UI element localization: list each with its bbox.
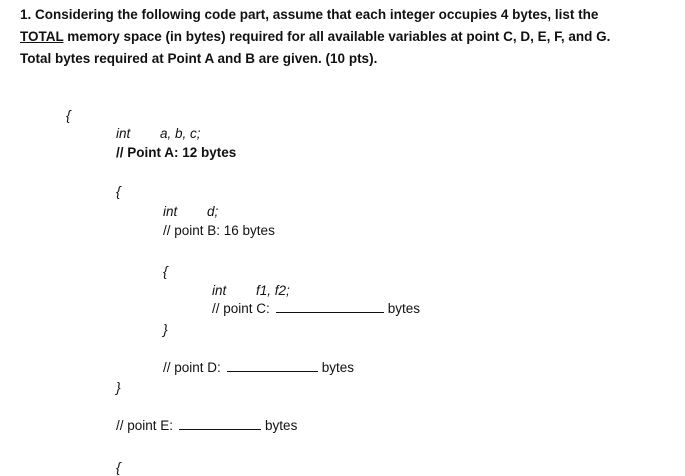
- decl-d: [163, 203, 218, 221]
- point-d-bytes: bytes: [321, 360, 355, 375]
- question-line-1: 1. Considering the following code part, assume that each integer occupies 4 bytes, list the: [20, 7, 599, 22]
- int-keyword: int: [163, 204, 178, 219]
- decl-f1-f2: [212, 282, 290, 300]
- point-c-bytes: bytes: [387, 301, 421, 316]
- point-c-blank[interactable]: [276, 311, 384, 313]
- decl-a-b-c: [116, 125, 201, 143]
- question-line-2: [20, 26, 670, 48]
- int-keyword: int: [116, 126, 131, 141]
- block-c-brace-open: {: [163, 263, 168, 279]
- underlined-total: TOTAL: [20, 29, 64, 44]
- block-f-brace-open: {: [116, 459, 121, 475]
- comment-point-e: [116, 417, 297, 435]
- question-line-3: Total bytes required at Point A and B are given. (10 pts).: [20, 51, 378, 66]
- comment-point-a: // Point A: 12 bytes: [116, 145, 237, 160]
- point-e-blank[interactable]: [179, 428, 261, 430]
- block-b-brace-open: {: [116, 183, 121, 199]
- question-text: [20, 4, 670, 70]
- point-c-label: // point C:: [212, 301, 270, 316]
- point-e-label: // point E:: [116, 418, 174, 433]
- int-keyword: int: [212, 283, 227, 298]
- point-e-bytes: bytes: [265, 418, 298, 433]
- comment-point-c: [212, 300, 420, 318]
- comment-point-b: // point B: 16 bytes: [163, 223, 275, 238]
- vars-d: d;: [207, 204, 219, 219]
- question-line-2-rest: memory space (in bytes) required for all available variables at point C, D, E, F, and G.: [63, 29, 611, 44]
- block-b-brace-close: }: [116, 379, 121, 395]
- vars-a-b-c: a, b, c;: [160, 126, 201, 141]
- vars-f1-f2: f1, f2;: [256, 283, 290, 298]
- block-c-brace-close: }: [163, 321, 168, 337]
- comment-point-d: [163, 359, 354, 377]
- outer-brace-open: {: [66, 107, 71, 123]
- point-d-blank[interactable]: [227, 370, 318, 372]
- point-d-label: // point D:: [163, 360, 221, 375]
